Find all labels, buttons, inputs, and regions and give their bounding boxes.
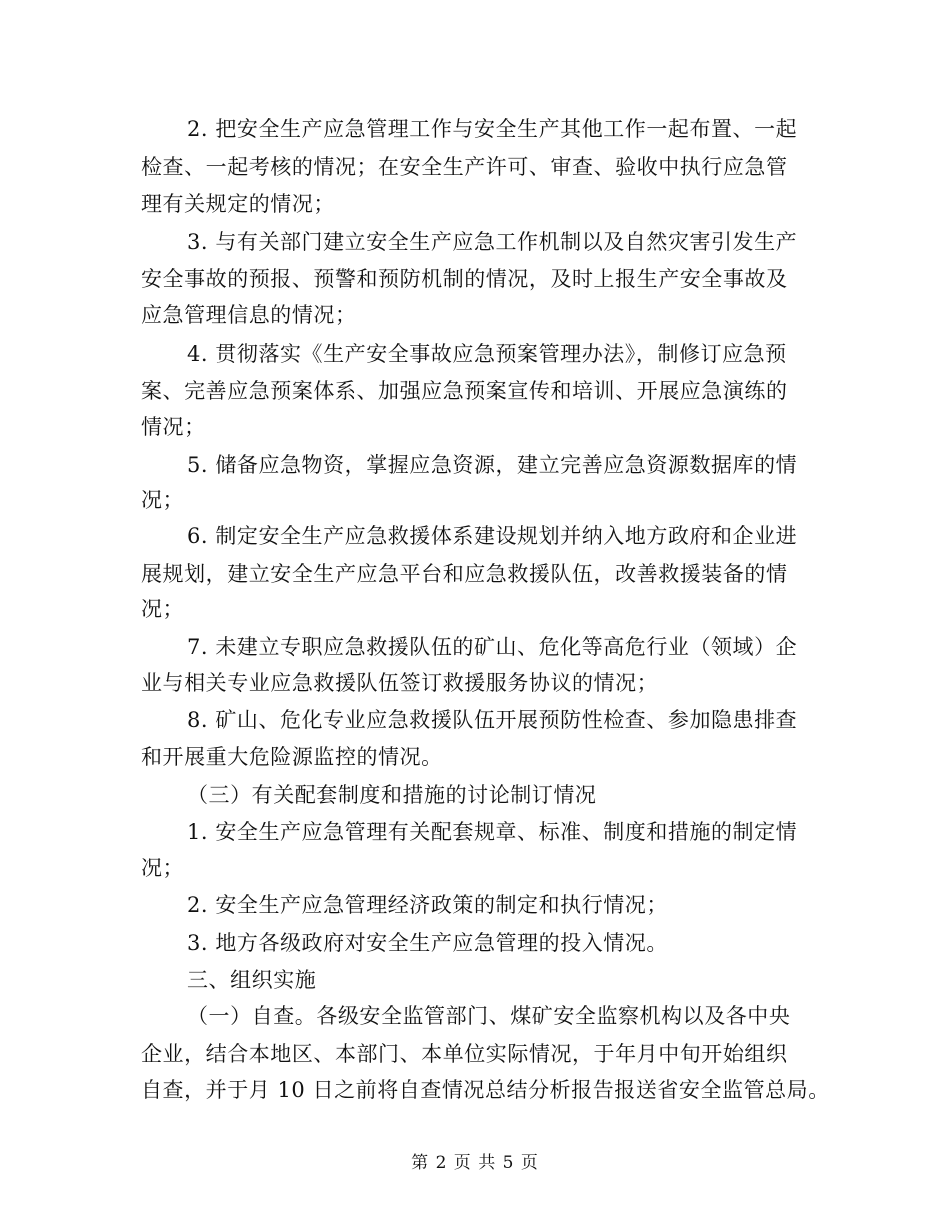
body-line: 4. 贯彻落实《生产安全事故应急预案管理办法》，制修订应急预 [187, 342, 787, 366]
body-line: 业与相关专业应急救援队伍签订救援服务协议的情况； [141, 671, 659, 695]
body-line: 3. 地方各级政府对安全生产应急管理的投入情况。 [187, 931, 668, 955]
body-line: 情况； [141, 415, 206, 439]
section-heading: （三）有关配套制度和措施的讨论制订情况 [187, 783, 597, 807]
body-line: 6. 制定安全生产应急救援体系建设规划并纳入地方政府和企业进 [187, 524, 798, 548]
body-line: 3. 与有关部门建立安全生产应急工作机制以及自然灾害引发生产 [187, 230, 798, 254]
body-line: 案、完善应急预案体系、加强应急预案宣传和培训、开展应急演练的 [141, 379, 788, 403]
body-line: 况； [141, 488, 185, 512]
body-line: 5. 储备应急物资，掌握应急资源，建立完善应急资源数据库的情 [187, 453, 798, 477]
body-line: 企业，结合本地区、本部门、本单位实际情况，于年月中旬开始组织 [141, 1042, 788, 1066]
body-line: 和开展重大危险源监控的情况。 [141, 745, 443, 769]
section-heading: 三、组织实施 [187, 968, 317, 992]
body-line: 检查、一起考核的情况；在安全生产许可、审查、验收中执行应急管 [141, 155, 788, 179]
body-line: 7. 未建立专职应急救援队伍的矿山、危化等高危行业（领域）企 [187, 635, 798, 659]
body-line: 况； [141, 856, 185, 880]
body-line: 8. 矿山、危化专业应急救援队伍开展预防性检查、参加隐患排查 [187, 708, 798, 732]
body-line: 安全事故的预报、预警和预防机制的情况，及时上报生产安全事故及 [141, 267, 788, 291]
body-line: 1. 安全生产应急管理有关配套规章、标准、制度和措施的制定情 [187, 820, 798, 844]
body-line: 况； [141, 597, 185, 621]
body-line: 自查，并于月 10 日之前将自查情况总结分析报告报送省安全监管总局。 [141, 1078, 830, 1102]
page-number-footer: 第 2 页 共 5 页 [411, 1153, 539, 1173]
body-line: 2. 安全生产应急管理经济政策的制定和执行情况； [187, 893, 668, 917]
body-line: （一）自查。各级安全监管部门、煤矿安全监察机构以及各中央 [187, 1004, 791, 1028]
body-line: 理有关规定的情况； [141, 192, 335, 216]
body-line: 应急管理信息的情况； [141, 303, 357, 327]
body-line: 展规划，建立安全生产应急平台和应急救援队伍，改善救援装备的情 [141, 562, 788, 586]
body-line: 2. 把安全生产应急管理工作与安全生产其他工作一起布置、一起 [187, 117, 798, 141]
